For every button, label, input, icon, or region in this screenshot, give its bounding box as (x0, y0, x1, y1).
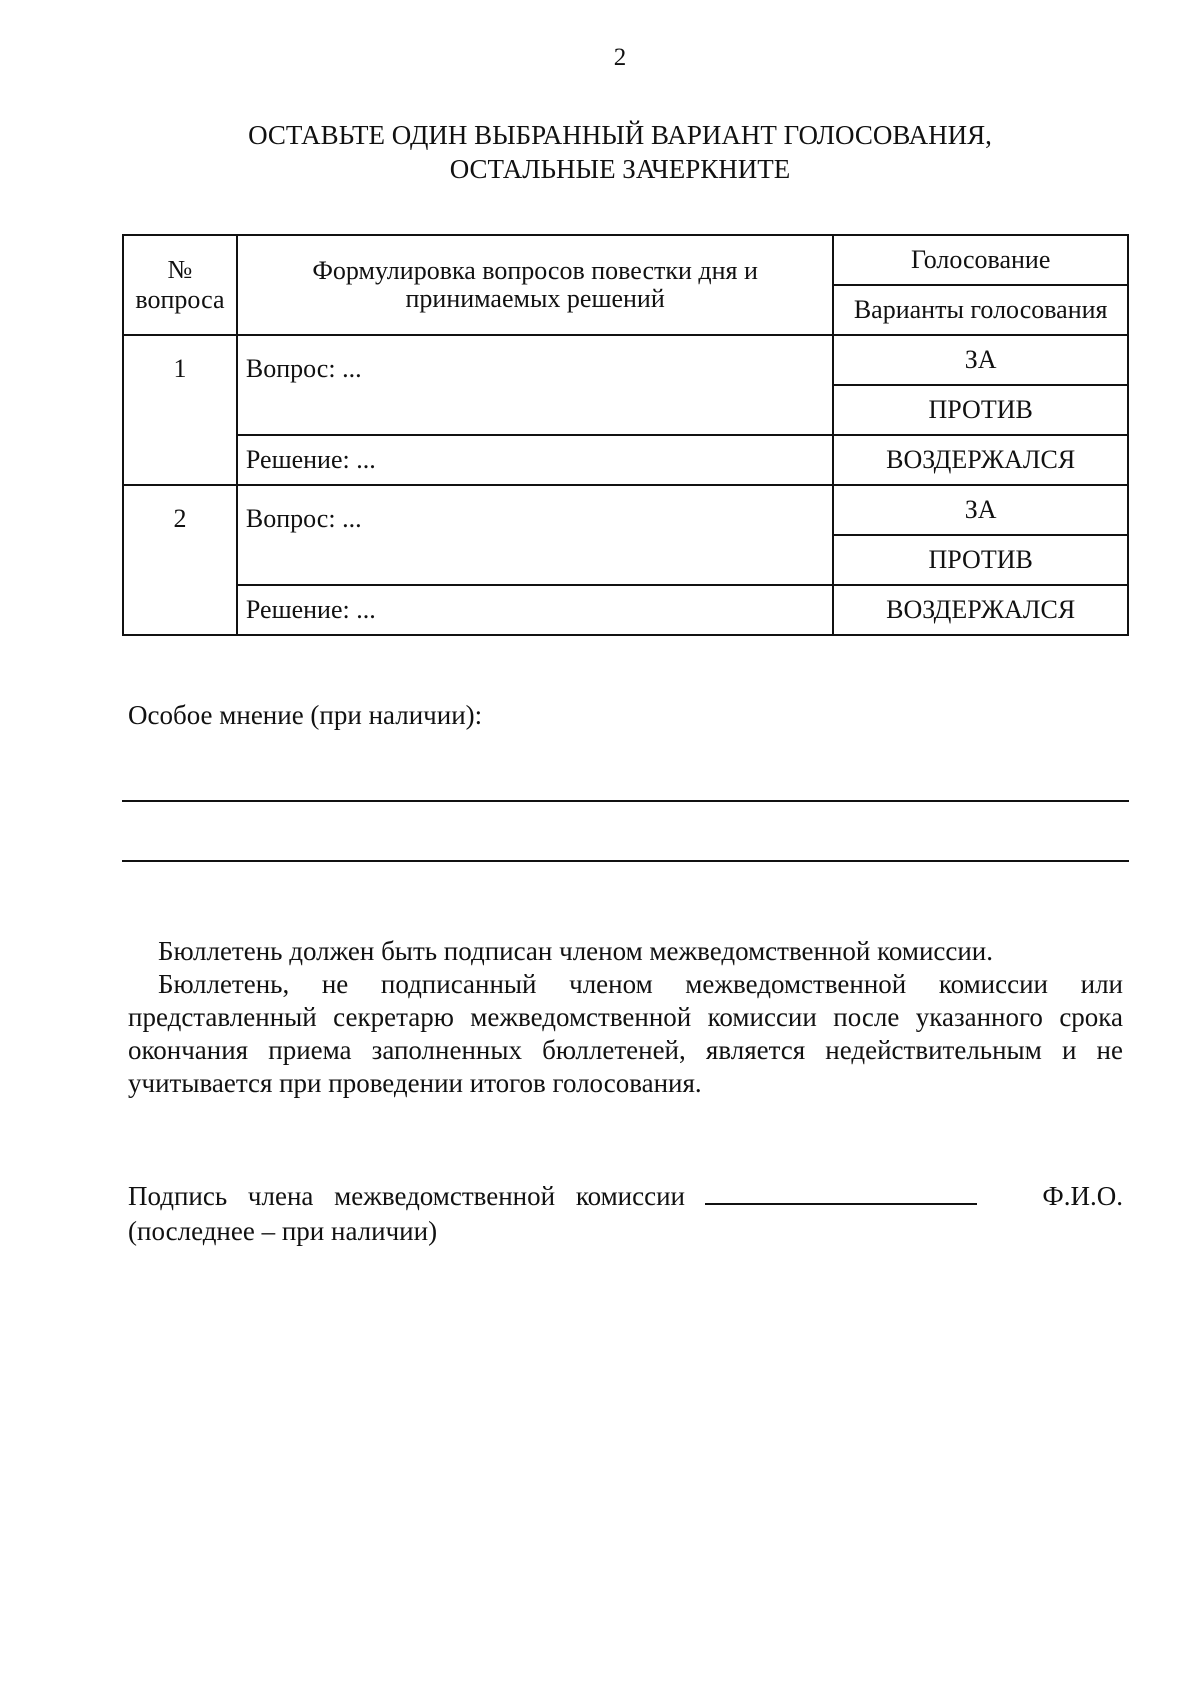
header-num-line-2: вопроса (135, 285, 225, 314)
table-row (123, 585, 1128, 635)
notice-paragraph-2: Бюллетень, не подписанный членом межведомственной комиссии или представленный секретарю межведомственной комиссии после указанного срока окончания приема заполненных бюллетеней, является недействительным и не учитывается при проведении итогов голосования. (128, 969, 1123, 1098)
header-num-line-1: № (167, 255, 193, 284)
table-row (123, 485, 1128, 535)
table-row (123, 335, 1128, 385)
page-number: 2 (613, 44, 627, 71)
table-header-row (123, 235, 1128, 285)
page-title (120, 118, 1120, 186)
question-text: Вопрос: ... (237, 485, 833, 585)
header-voting: Голосование (833, 235, 1128, 285)
header-text-line-2: принимаемых решений (405, 284, 665, 313)
table-row (123, 435, 1128, 485)
signature-row (128, 1175, 1123, 1214)
vote-option-against[interactable]: ПРОТИВ (833, 385, 1128, 435)
vote-option-abstain[interactable]: ВОЗДЕРЖАЛСЯ (833, 585, 1128, 635)
special-opinion-line-1[interactable] (122, 800, 1129, 802)
notice-text (128, 935, 1123, 1100)
question-text: Вопрос: ... (237, 335, 833, 435)
signature-note: (последнее – при наличии) (128, 1216, 438, 1246)
vote-option-abstain[interactable]: ВОЗДЕРЖАЛСЯ (833, 435, 1128, 485)
vote-option-against[interactable]: ПРОТИВ (833, 535, 1128, 585)
special-opinion-line-2[interactable] (122, 860, 1129, 862)
decision-text: Решение: ... (237, 435, 833, 485)
header-question-number (123, 235, 237, 335)
title-line-2: ОСТАЛЬНЫЕ ЗАЧЕРКНИТЕ (449, 154, 791, 184)
signature-block (128, 1175, 1123, 1249)
decision-text: Решение: ... (237, 585, 833, 635)
voting-table (122, 234, 1129, 636)
vote-option-for[interactable]: ЗА (833, 335, 1128, 385)
question-number: 1 (123, 335, 237, 485)
signature-line[interactable] (705, 1175, 977, 1205)
special-opinion-label: Особое мнение (при наличии): (128, 700, 483, 730)
signature-fio: Ф.И.О. (1042, 1181, 1123, 1211)
question-number: 2 (123, 485, 237, 635)
header-voting-options: Варианты голосования (833, 285, 1128, 335)
title-line-1: ОСТАВЬТЕ ОДИН ВЫБРАННЫЙ ВАРИАНТ ГОЛОСОВАНИЯ, (248, 120, 992, 150)
notice-paragraph-1: Бюллетень должен быть подписан членом межведомственной комиссии. (158, 936, 994, 966)
vote-option-for[interactable]: ЗА (833, 485, 1128, 535)
header-question-text (237, 235, 833, 335)
header-text-line-1: Формулировка вопросов повестки дня и (312, 256, 758, 285)
signature-label: Подпись члена межведомственной комиссии (128, 1181, 685, 1211)
